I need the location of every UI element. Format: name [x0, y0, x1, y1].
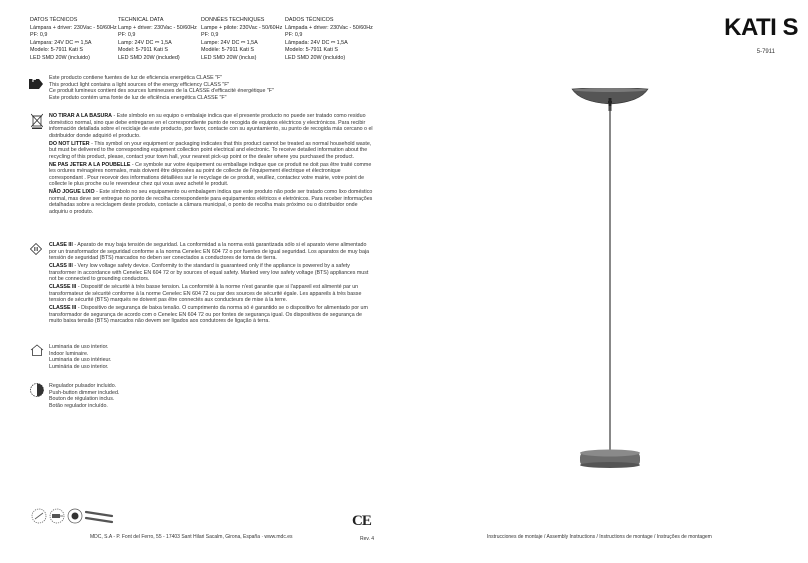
safety-heading: CLASSE III [49, 284, 77, 290]
revision-label: Rev. 4 [360, 536, 375, 542]
safety-heading: CLASE III [49, 242, 73, 248]
safety-heading: CLASSE III [49, 305, 77, 311]
tools-icon-group [30, 506, 115, 531]
tech-line: PF: 0,9 [285, 32, 303, 39]
dimmer-line: Push-button dimmer included. [49, 389, 120, 396]
tech-line: PF: 0,9 [30, 32, 48, 39]
safety-body: - Very low voltage safety device. Conformity to the standard is guaranteed only if the appliance is powered by a safety transformer in accordance with Cenelec EN 604 72 or by sources of equal safety. Marked very low safety voltage (BTS) appliances must not be connected to grounding conductors. [49, 263, 369, 282]
safety-body: - Aparato de muy baja tensión de seguridad. La conformidad a la norma está garantizada sólo si el aparato viene alimentado por un transformador de seguridad conforme a la norma Cenelec EN 604 72 o por fuentes de igual seguridad. Los aparatos de muy baja tensión de seguridad (BTS) marcados no deben ser conectados a conductores de toma de tierra. [49, 242, 370, 261]
recycling-body: - This symbol on your equipment or packaging indicates that this product cannot be treated as normal household waste, but must be delivered to the corresponding equipment collection point electrical and electronic. To receive detailed information about the recycling of this product, please, contact your town hall, your nearest pick-up point or the dealer where you purchased the product. [49, 140, 372, 160]
dimmer-text [49, 383, 249, 409]
indoor-line: Indoor luminaire. [49, 350, 89, 357]
tech-heading: DADOS TÉCNICOS [285, 17, 334, 23]
energy-line: This product light contains a light sources of the energy efficiency CLASS "F" [49, 81, 230, 88]
tech-line: Lámpara: 24V DC ⎓ 1,5A [30, 39, 92, 46]
indoor-line: Luminaria de uso interior. [49, 344, 109, 350]
tech-line: Modèle: 5-7911 Kati S [201, 47, 254, 54]
gloves-icon [68, 509, 82, 523]
recycling-heading: NÃO JOGUE LIXO [49, 189, 95, 195]
indoor-line: Luminaria de uso intérieur. [49, 357, 112, 363]
tech-line: LED SMD 20W (inclus) [201, 54, 257, 61]
recycling-text [49, 113, 374, 215]
tech-col-es [30, 17, 117, 63]
recycling-body: - Este símbolo no seu equipamento ou embalagem indica que este produto não pode ser tratado como lixo doméstico normal, mas deve ser entregue no ponto de recolha correspondente para equipamentos elétricos e eletrónicos. Para receber informações detalhadas sobre a reciclagem deste produto, contacte a câmara municipal, o ponto de recolha mais próximo ou o distribuidor onde adquiriu o produto. [49, 189, 373, 215]
tech-line: LED SMD 20W (incluido) [30, 54, 90, 61]
recycling-body: - Ce symbole sur votre équipement ou emballage indique que ce produit ne doit pas être traité comme les ordures ménagères normales, mais doivent être déposées au point de collecte de l'équipement électrique et électronique correspondant . Pour recevoir des informations détaillées sur le recyclage de ce produit, veuillez, contactez votre mairie, votre point de collecte le plus proche ou le revendeur chez qui vous avez acheté le produit. [49, 161, 372, 187]
screwdriver-icon [32, 509, 46, 523]
class-three-icon [30, 242, 42, 260]
recycling-para [49, 141, 374, 161]
energy-badge: F [32, 77, 37, 84]
recycling-para [49, 162, 374, 188]
tech-col-fr [201, 17, 282, 63]
tech-line: Lámpara + driver: 230Vac - 50/60Hz [30, 24, 117, 31]
recycling-heading: NO TIRAR A LA BASURA [49, 113, 112, 119]
dimmer-icon [29, 382, 45, 403]
indoor-text [49, 344, 249, 370]
indoor-line: Luminária de uso interior. [49, 363, 109, 370]
safety-para [49, 242, 374, 262]
recycling-para [49, 189, 374, 215]
safety-heading: CLASS III [49, 263, 73, 269]
tech-heading: TECHNICAL DATA [118, 17, 164, 23]
tech-col-en [118, 17, 197, 63]
safety-text [49, 242, 374, 325]
dimmer-line: Bouton de régulation inclus. [49, 396, 115, 402]
company-address: MDC, S.A - P. Font del Ferro, 55 - 17403 Sant Hilari Sacalm, Girona, España · www.mdc.es [90, 534, 293, 540]
tech-line: Lâmpada: 24V DC ⎓ 1,5A [285, 39, 348, 46]
tech-heading: DATOS TÉCNICOS [30, 17, 78, 23]
tech-line: Lamp: 24V DC ⎓ 1,5A [118, 39, 172, 46]
tech-heading: DONNÉES TECHNIQUES [201, 17, 265, 23]
tech-line: Lâmpada + driver: 230Vac - 50/60Hz [285, 24, 373, 31]
drill-icon [50, 509, 64, 523]
tech-line: Lampe: 24V DC ⎓ 1,5A [201, 39, 258, 46]
safety-body: - Dispositivo de segurança de baixa tensão. O cumprimento da norma só é garantido se o dispositivo for alimentado por um transformador de segurança de acordo com o Cenelec EN 604 72 ou por fontes de segurança igual. Os dispositivos de segurança de muito baixa tensão (BTS) marcados não devem ser ligados aos condutores de ligação à terra. [49, 305, 368, 324]
screws-icon [86, 512, 112, 522]
tech-line: LED SMD 20W (incluído) [285, 54, 346, 61]
ce-mark-icon: CE [352, 513, 371, 529]
tech-line: Modelo: 5-7911 Kati S [285, 47, 338, 54]
energy-text [49, 75, 369, 101]
recycling-heading: NE PAS JETER A LA POUBELLE [49, 161, 131, 168]
tech-line: Lampe + pilote: 230Vac - 50/60Hz [201, 24, 283, 31]
safety-body: - Dispositif de sécurité à très basse tension. La conformité à la norme n'est garantie que si l'appareil est alimenté par un transformateur de sécurité conforme à la norme Cenelec EN 604 72 ou par des sources de sécurité égale. Les appareils à très basse tension de sécurité (BTS) marqués ne doivent pas être connectés aux conducteurs de mise à la terre. [49, 284, 362, 303]
product-code: 5-7911 [756, 49, 775, 55]
energy-line: Este produto contém uma fonte de luz de eficiência energética CLASSE "F" [49, 94, 227, 101]
tech-col-pt [285, 17, 373, 63]
energy-line: Este producto contiene fuentes de luz de eficiencia energética CLASE "F" [49, 75, 223, 81]
tech-line: PF: 0,9 [118, 32, 136, 39]
recycling-para [49, 113, 374, 139]
product-title: KATI S [724, 14, 798, 41]
recycling-body: - Este símbolo en su equipo o embalaje indica que el presente producto no puede ser tratado como residuo doméstico normal, sino que debe entregarse en el correspondiente punto de recogida de equipos eléctricos y electrónicos. Para recibir información detallada sobre el reciclaje de este producto, por favor, contacte con su ayuntamiento, su punto de recogida más cercano o el distribuidor donde adquirió el producto. [49, 113, 373, 139]
recycling-heading: DO NOT LITTER [49, 140, 90, 147]
tech-line: PF: 0,9 [201, 32, 219, 39]
crossed-bin-icon [31, 113, 43, 134]
tech-line: Model: 5-7911 Kati S [118, 47, 168, 54]
safety-para [49, 305, 374, 325]
energy-class-icon [29, 76, 43, 86]
dimmer-line: Botão regulador incluído. [49, 402, 108, 409]
indoor-house-icon [30, 343, 44, 361]
safety-para [49, 284, 374, 304]
floor-lamp-illustration [570, 88, 650, 483]
tech-line: LED SMD 20W (included) [118, 54, 180, 61]
dimmer-line: Regulador pulsador incluido. [49, 383, 117, 389]
safety-para [49, 263, 374, 283]
energy-line: Ce produit lumineux contient des sources lumineuses de la CLASSE d'efficacité énergétique "F" [49, 88, 274, 94]
tech-line: Lamp + driver: 230Vac - 50/60Hz [118, 24, 197, 31]
tech-line: Modelo: 5-7911 Kati S [30, 47, 83, 54]
instructions-title: Instrucciones de montaje / Assembly Instructions / Instructions de montage / Instruções de montagem [487, 534, 712, 540]
